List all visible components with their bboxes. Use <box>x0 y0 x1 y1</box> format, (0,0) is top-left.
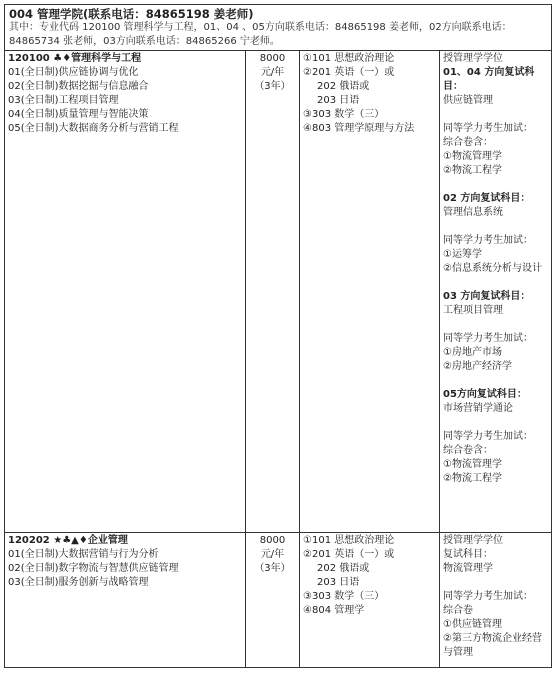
direction-item: 01(全日制)大数据营销与行为分析 <box>8 549 159 560</box>
tuition-unit: 元/年 <box>260 67 285 78</box>
extra-exam-item: ②物流工程学 <box>443 165 502 176</box>
exam-item: 203 日语 <box>317 95 360 106</box>
tuition-amount: 8000 <box>259 53 286 64</box>
retest-title: 复试科目： <box>443 549 493 560</box>
program-row <box>5 51 551 533</box>
retest-subject: 供应链管理 <box>443 95 493 106</box>
degree-note: 授管理学学位 <box>443 535 503 546</box>
retest-subject: 管理信息系统 <box>443 207 503 218</box>
extra-exam-item: ②信息系统分析与设计 <box>443 263 542 274</box>
direction-item: 02(全日制)数据挖掘与信息融合 <box>8 81 149 92</box>
tuition-duration: （3年） <box>254 81 291 92</box>
school-contact-note: 其中：专业代码 120100 管理科学与工程，01、04 、05方向联系电话：84865198 姜老师，02方向联系电话：84865734 张老师，03方向联系电话：84865266 宁老师。 <box>9 22 512 47</box>
school-header <box>5 5 551 51</box>
program-table <box>4 4 552 668</box>
program-title: 120202 ★♣▲♦企业管理 <box>8 535 128 546</box>
exam-subjects <box>300 51 440 532</box>
degree-note: 授管理学学位 <box>443 53 503 64</box>
extra-exam-item: ①物流管理学 <box>443 151 502 162</box>
extra-exam-item: ①供应链管理 <box>443 619 502 630</box>
exam-subjects <box>300 533 440 667</box>
direction-item: 05(全日制)大数据商务分析与营销工程 <box>8 123 179 134</box>
tuition-duration: （3年） <box>254 563 291 574</box>
paper-label: 综合卷含： <box>443 137 493 148</box>
direction-item: 04(全日制)质量管理与智能决策 <box>8 109 149 120</box>
program-title: 120100 ♣♦管理科学与工程 <box>8 53 142 64</box>
program-row <box>5 533 551 667</box>
tuition <box>246 51 300 532</box>
exam-item: ③303 数学（三） <box>303 591 385 602</box>
tuition-amount: 8000 <box>259 535 286 546</box>
retest-subject: 物流管理学 <box>443 563 493 574</box>
tuition <box>246 533 300 667</box>
extra-exam-item: ②第三方物流企业经营与管理 <box>443 633 542 658</box>
exam-item: 202 俄语或 <box>317 563 370 574</box>
exam-item: ②201 英语（一）或 <box>303 549 395 560</box>
extra-exam-item: ②房地产经济学 <box>443 361 512 372</box>
exam-item: ④804 管理学 <box>303 605 365 616</box>
direction-item: 01(全日制)供应链协调与优化 <box>8 67 139 78</box>
extra-exam-item: ①物流管理学 <box>443 459 502 470</box>
exam-item: 202 俄语或 <box>317 81 370 92</box>
extra-exam-item: ①房地产市场 <box>443 347 502 358</box>
exam-item: ③303 数学（三） <box>303 109 385 120</box>
retest-subject: 市场营销学通论 <box>443 403 513 414</box>
extra-exam-label: 同等学力考生加试： <box>443 333 533 344</box>
tuition-unit: 元/年 <box>260 549 285 560</box>
extra-exam-label: 同等学力考生加试： <box>443 235 533 246</box>
extra-exam-label: 同等学力考生加试： <box>443 591 533 602</box>
exam-item: ①101 思想政治理论 <box>303 53 395 64</box>
retest-title: 01、04 方向复试科目： <box>443 67 535 92</box>
extra-exam-item: ①运筹学 <box>443 249 482 260</box>
direction-item: 03(全日制)工程项目管理 <box>8 95 119 106</box>
extra-exam-label: 同等学力考生加试： <box>443 123 533 134</box>
exam-item: ④803 管理学原理与方法 <box>303 123 415 134</box>
remarks <box>440 533 551 667</box>
exam-item: 203 日语 <box>317 577 360 588</box>
exam-item: ①101 思想政治理论 <box>303 535 395 546</box>
paper-label: 综合卷 <box>443 605 473 616</box>
school-title: 004 管理学院(联系电话：84865198 姜老师) <box>9 7 254 21</box>
program-info <box>5 533 246 667</box>
direction-item: 03(全日制)服务创新与战略管理 <box>8 577 149 588</box>
exam-item: ②201 英语（一）或 <box>303 67 395 78</box>
direction-item: 02(全日制)数字物流与智慧供应链管理 <box>8 563 179 574</box>
retest-title: 03 方向复试科目： <box>443 291 531 302</box>
retest-title: 05方向复试科目： <box>443 389 527 400</box>
retest-title: 02 方向复试科目： <box>443 193 531 204</box>
extra-exam-label: 同等学力考生加试： <box>443 431 533 442</box>
extra-exam-item: ②物流工程学 <box>443 473 502 484</box>
paper-label: 综合卷含： <box>443 445 493 456</box>
retest-subject: 工程项目管理 <box>443 305 503 316</box>
program-info <box>5 51 246 532</box>
remarks <box>440 51 551 532</box>
